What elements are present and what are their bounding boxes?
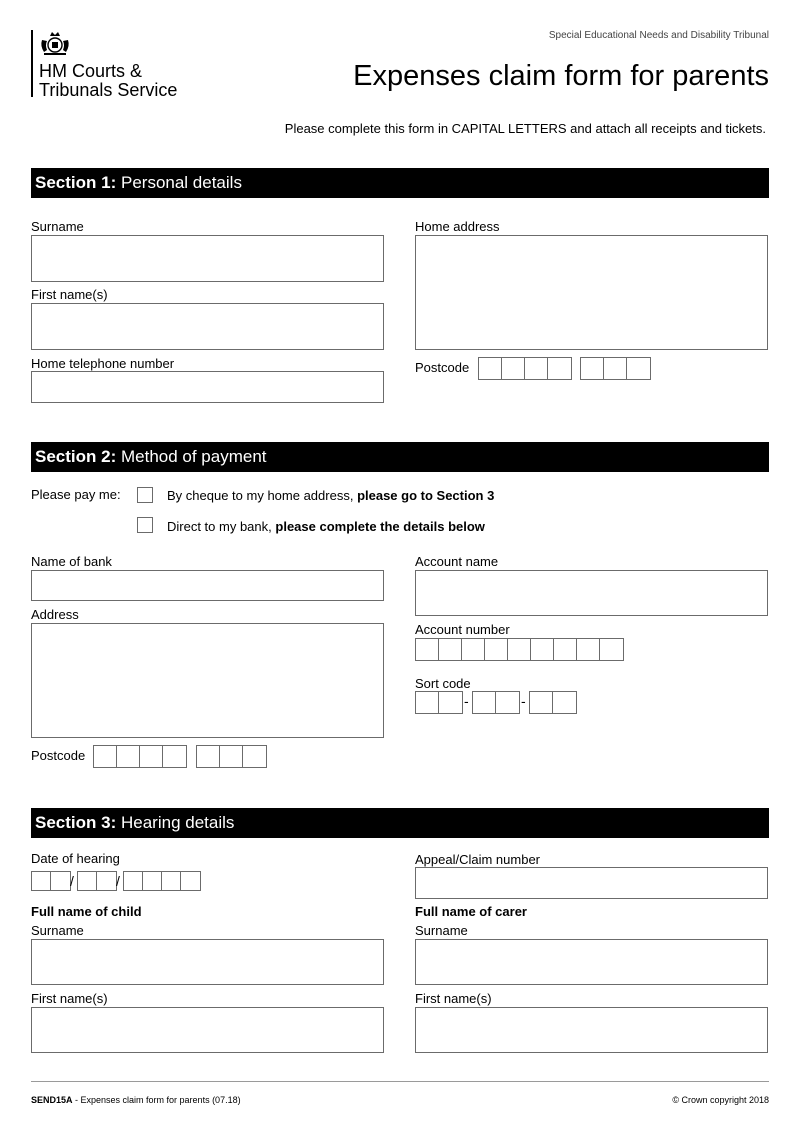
cheque-option-text: By cheque to my home address, xyxy=(167,488,354,503)
child-surname-field[interactable] xyxy=(31,939,384,985)
bank-postcode-label: Postcode xyxy=(31,748,86,763)
section-1-number: Section 1: xyxy=(35,173,117,192)
copyright-text: © Crown copyright 2018 xyxy=(672,1095,769,1105)
section-1-title: Personal details xyxy=(120,173,242,192)
org-line-2: Tribunals Service xyxy=(39,80,178,100)
section-3-number: Section 3: xyxy=(35,813,117,832)
pay-me-label: Please pay me: xyxy=(31,487,121,502)
appeal-number-label: Appeal/Claim number xyxy=(415,852,541,867)
footer-divider xyxy=(31,1081,769,1082)
carer-first-names-label: First name(s) xyxy=(415,991,492,1006)
account-number-field[interactable] xyxy=(415,638,624,661)
section-1-header xyxy=(31,168,769,198)
child-surname-label: Surname xyxy=(31,923,84,938)
bank-postcode-field-part-2[interactable] xyxy=(196,745,267,768)
sort-code-field-part-1[interactable] xyxy=(415,691,463,714)
bank-address-label: Address xyxy=(31,607,79,622)
page-title: Expenses claim form for parents xyxy=(353,60,769,92)
child-first-names-label: First name(s) xyxy=(31,991,108,1006)
footer-form-ref xyxy=(31,1095,241,1105)
first-names-label: First name(s) xyxy=(31,287,108,302)
bank-option-instruction: please complete the details below xyxy=(275,519,485,534)
section-3-header xyxy=(31,808,769,838)
cheque-checkbox[interactable] xyxy=(137,487,153,503)
tribunal-name: Special Educational Needs and Disability Tribunal xyxy=(548,30,769,41)
logo xyxy=(31,30,33,97)
sort-code-separator: - xyxy=(521,693,526,709)
carer-surname-label: Surname xyxy=(415,923,468,938)
section-2-title: Method of payment xyxy=(120,447,267,466)
postcode-field-part-2[interactable] xyxy=(580,357,651,380)
bank-address-field[interactable] xyxy=(31,623,384,738)
org-name xyxy=(39,62,177,100)
carer-surname-field[interactable] xyxy=(415,939,768,985)
section-2-number: Section 2: xyxy=(35,447,117,466)
appeal-number-field[interactable] xyxy=(415,867,768,899)
date-separator: / xyxy=(70,873,74,889)
home-phone-label: Home telephone number xyxy=(31,356,175,371)
hearing-date-label: Date of hearing xyxy=(31,851,120,866)
org-line-1: HM Courts & xyxy=(39,61,143,81)
instruction-text: Please complete this form in CAPITAL LETTERS and attach all receipts and tickets. xyxy=(284,121,766,136)
child-first-names-field[interactable] xyxy=(31,1007,384,1053)
bank-postcode-field-part-1[interactable] xyxy=(93,745,187,768)
child-name-heading: Full name of child xyxy=(31,904,142,919)
bank-name-label: Name of bank xyxy=(31,554,112,569)
sort-code-field-part-3[interactable] xyxy=(529,691,577,714)
bank-option-label xyxy=(167,519,485,534)
first-names-field[interactable] xyxy=(31,303,384,350)
form-code: SEND15A xyxy=(31,1095,73,1105)
section-2-header xyxy=(31,442,769,472)
carer-name-heading: Full name of carer xyxy=(415,904,527,919)
carer-first-names-field[interactable] xyxy=(415,1007,768,1053)
postcode-field-part-1[interactable] xyxy=(478,357,572,380)
account-name-label: Account name xyxy=(415,554,499,569)
surname-label: Surname xyxy=(31,219,84,234)
account-name-field[interactable] xyxy=(415,570,768,616)
sort-code-separator: - xyxy=(464,693,469,709)
royal-crest-icon xyxy=(38,30,72,57)
bank-option-text: Direct to my bank, xyxy=(167,519,272,534)
sort-code-field-part-2[interactable] xyxy=(472,691,520,714)
cheque-option-label xyxy=(167,488,494,503)
home-address-label: Home address xyxy=(415,219,500,234)
form-description: - Expenses claim form for parents (07.18) xyxy=(72,1095,241,1105)
sort-code-label: Sort code xyxy=(415,676,471,691)
hearing-date-year-field[interactable] xyxy=(123,871,201,891)
section-3-title: Hearing details xyxy=(120,813,235,832)
home-phone-field[interactable] xyxy=(31,371,384,403)
hearing-date-month-field[interactable] xyxy=(77,871,117,891)
account-number-label: Account number xyxy=(415,622,510,637)
bank-name-field[interactable] xyxy=(31,570,384,601)
date-separator: / xyxy=(116,873,120,889)
hearing-date-day-field[interactable] xyxy=(31,871,71,891)
cheque-option-instruction: please go to Section 3 xyxy=(357,488,495,503)
bank-checkbox[interactable] xyxy=(137,517,153,533)
postcode-label: Postcode xyxy=(415,360,470,375)
surname-field[interactable] xyxy=(31,235,384,282)
home-address-field[interactable] xyxy=(415,235,768,350)
